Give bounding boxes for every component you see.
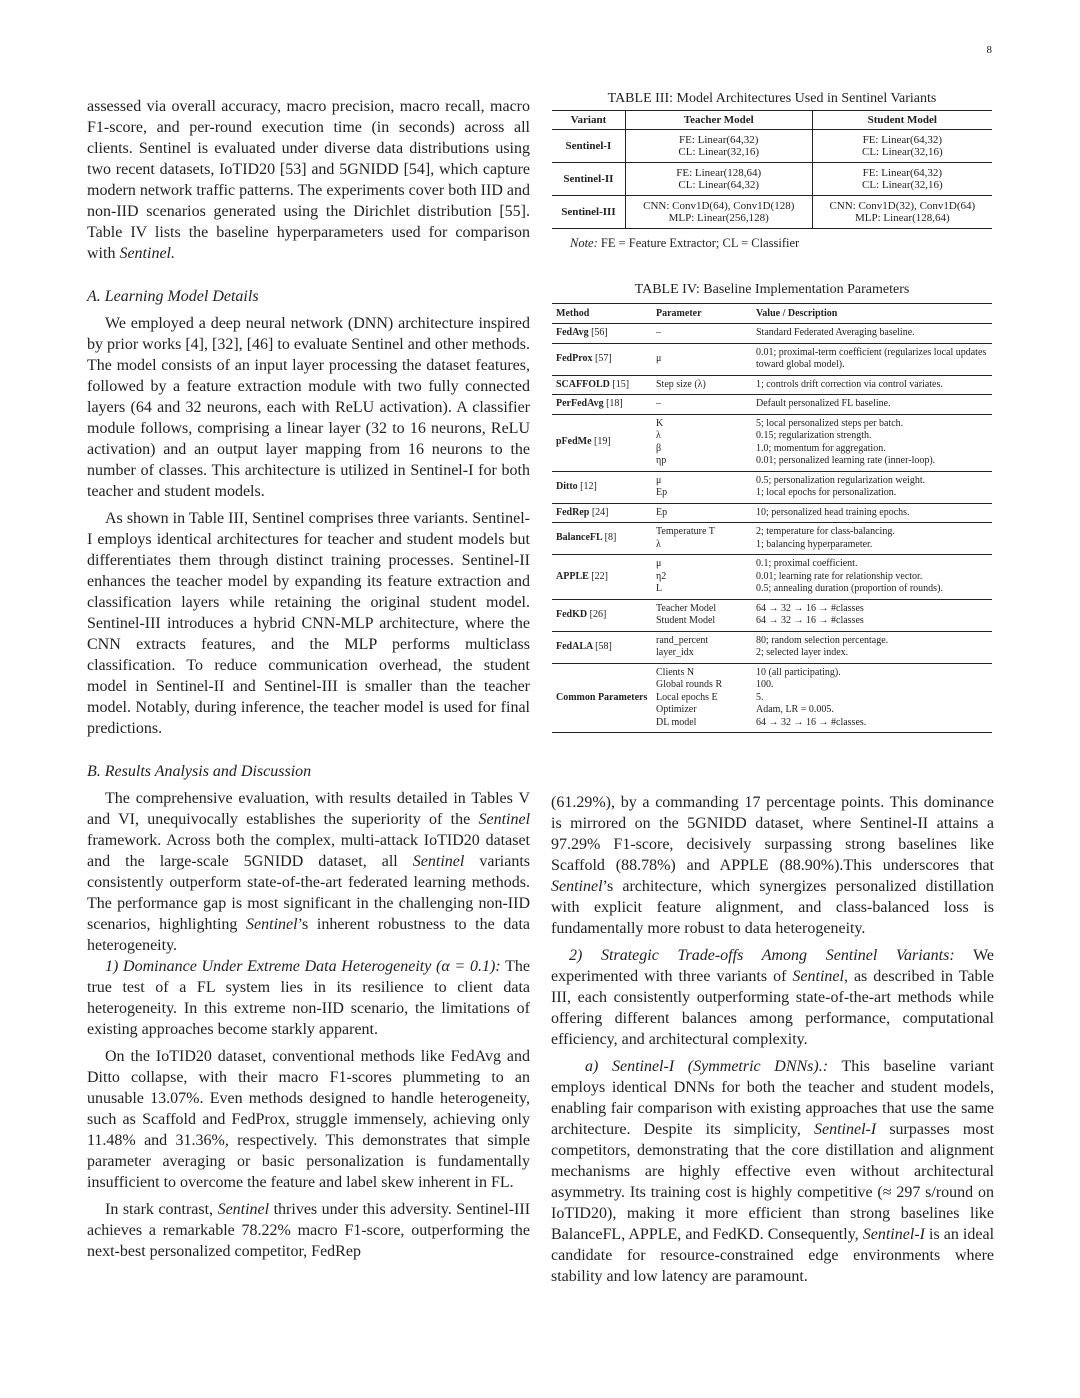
table-row <box>552 471 992 503</box>
table-row <box>552 324 992 344</box>
method-cell: Ditto [12] <box>552 471 652 503</box>
paragraph: As shown in Table III, Sentinel comprises three variants. Sentinel-I employs identical architectures for teacher and student models but differentiates them through distinct training processes. Sentinel-II enhances the teacher model by expanding its feature extraction and classification layers while retaining the original student model. Sentinel-III introduces a hybrid CNN-MLP architecture, where the CNN extracts features, and the MLP performs multiclass classification. To reduce communication overhead, the student model in Sentinel-II and Sentinel-III is smaller than the teacher model. Notably, during inference, the teacher model is used for final predictions. <box>87 510 530 737</box>
value-cell: 2; temperature for class-balancing. 1; balancing hyperparameter. <box>752 523 992 555</box>
table-row <box>552 343 992 375</box>
parameter-cell: μ η2 L <box>652 555 752 600</box>
table-row <box>552 599 992 631</box>
value-cell: 0.1; proximal coefficient. 0.01; learning rate for relationship vector. 0.5; annealing duration (proportion of rounds). <box>752 555 992 600</box>
method-cell: FedRep [24] <box>552 503 652 523</box>
parameter-cell: Teacher Model Student Model <box>652 599 752 631</box>
paragraph: In stark contrast, Sentinel thrives under this adversity. Sentinel-III achieves a remarkable 78.22% macro F1-score, outperforming the next-best personalized competitor, FedRep <box>87 1201 531 1260</box>
column-header: Parameter <box>652 304 752 324</box>
variant-cell: Sentinel-II <box>552 163 625 196</box>
left-column <box>87 96 530 1262</box>
table-row <box>552 163 992 196</box>
method-cell: pFedMe [19] <box>552 414 652 471</box>
table-row <box>552 631 992 663</box>
value-cell: 5; local personalized steps per batch. 0.15; regularization strength. 1.0; momentum for aggregation. 0.01; personalized learning rate (inner-loop). <box>752 414 992 471</box>
intro-paragraph: assessed via overall accuracy, macro precision, macro recall, macro F1-score, and per-round execution time (in seconds) across all clients. Sentinel is evaluated under diverse data distributions using two recent datasets, IoTID20 [53] and 5GNIDD [54], which capture modern network traffic patterns. The experiments cover both IID and non-IID scenarios generated using the Dirichlet distribution [55]. Table IV lists the baseline hyperparameters used for comparison with Sentinel. <box>87 98 530 262</box>
value-cell: Default personalized FL baseline. <box>752 395 992 415</box>
paragraph: 2) Strategic Trade-offs Among Sentinel Variants: We experimented with three variants of Sentinel, as described in Table III, each consistently outperforming state-of-the-art methods while offering different balances among performance, computational efficiency, and architectural complexity. <box>551 947 995 1048</box>
table-iv <box>552 281 992 733</box>
method-cell: Common Parameters <box>552 663 652 733</box>
column-header: Value / Description <box>752 304 992 324</box>
paragraph: On the IoTID20 dataset, conventional methods like FedAvg and Ditto collapse, with their macro F1-scores plummeting to an unusable 13.07%. Even methods designed to handle heterogeneity, such as Scaffold and FedProx, struggle immensely, achieving only 11.48% and 31.36%, respectively. This demonstrates that simple parameter averaging or basic personalization is fundamentally insufficient to overcome the feature and label skew inherent in FL. <box>87 1048 530 1191</box>
method-cell: PerFedAvg [18] <box>552 395 652 415</box>
method-cell: FedAvg [56] <box>552 324 652 344</box>
table-row <box>552 523 992 555</box>
table-row <box>552 375 992 395</box>
table-row <box>552 503 992 523</box>
teacher-cell: FE: Linear(64,32) CL: Linear(32,16) <box>625 130 812 163</box>
paragraph: 1) Dominance Under Extreme Data Heterogeneity (α = 0.1): The true test of a FL system lies in its resilience to client data heterogeneity. In this extreme non-IID scenario, the limitations of existing approaches become starkly apparent. <box>87 958 530 1038</box>
variant-cell: Sentinel-I <box>552 130 625 163</box>
teacher-cell: FE: Linear(128,64) CL: Linear(64,32) <box>625 163 812 196</box>
table-row <box>552 130 992 163</box>
parameter-cell: Ep <box>652 503 752 523</box>
paragraph: We employed a deep neural network (DNN) architecture inspired by prior works [4], [32], [46] to evaluate Sentinel and other methods. The model consists of an input layer processing the dataset features, followed by a feature extraction module with two fully connected layers (64 and 32 neurons, each with ReLU activation). A classifier module follows, comprising a linear layer (32 to 16 neurons, ReLU activation) and an output layer mapping from 16 neurons to the number of classes. This architecture is utilized in Sentinel-I for both teacher and student models. <box>87 315 530 500</box>
parameter-cell: K λ β ηp <box>652 414 752 471</box>
method-cell: FedProx [57] <box>552 343 652 375</box>
value-cell: 80; random selection percentage. 2; selected layer index. <box>752 631 992 663</box>
parameter-cell: Clients N Global rounds R Local epochs E Optimizer DL model <box>652 663 752 733</box>
column-header: Method <box>552 304 652 324</box>
section-b-heading: B. Results Analysis and Discussion <box>87 763 312 780</box>
method-cell: BalanceFL [8] <box>552 523 652 555</box>
value-cell: 1; controls drift correction via control variates. <box>752 375 992 395</box>
table-row <box>552 414 992 471</box>
value-cell: Standard Federated Averaging baseline. <box>752 324 992 344</box>
parameter-cell: – <box>652 324 752 344</box>
parameter-cell: – <box>652 395 752 415</box>
parameter-cell: rand_percent layer_idx <box>652 631 752 663</box>
table-caption: TABLE IV: Baseline Implementation Parameters <box>634 282 910 297</box>
parameter-cell: μ Ep <box>652 471 752 503</box>
column-header: Variant <box>552 111 625 130</box>
value-cell: 64 → 32 → 16 → #classes 64 → 32 → 16 → #classes <box>752 599 992 631</box>
table-note: Note: FE = Feature Extractor; CL = Classifier <box>570 236 800 250</box>
variant-cell: Sentinel-III <box>552 196 625 229</box>
table-row <box>552 196 992 229</box>
table-row <box>552 663 992 733</box>
value-cell: 0.5; personalization regularization weight. 1; local epochs for personalization. <box>752 471 992 503</box>
value-cell: 10; personalized head training epochs. <box>752 503 992 523</box>
right-column <box>551 792 994 1287</box>
column-header: Student Model <box>812 111 992 130</box>
method-cell: FedKD [26] <box>552 599 652 631</box>
table-row <box>552 395 992 415</box>
architecture-table <box>552 110 992 229</box>
method-cell: FedALA [58] <box>552 631 652 663</box>
column-header: Teacher Model <box>625 111 812 130</box>
student-cell: FE: Linear(64,32) CL: Linear(32,16) <box>812 130 992 163</box>
paragraph: (61.29%), by a commanding 17 percentage points. This dominance is mirrored on the 5GNIDD dataset, where Sentinel-II attains a 97.29% F1-score, decisively surpassing strong baselines like Scaffold (88.78%) and APPLE (88.90%).This underscores that Sentinel’s architecture, which synergizes personalized distillation with explicit feature alignment, and class-balanced loss is fundamentally more robust to data heterogeneity. <box>551 794 994 937</box>
method-cell: SCAFFOLD [15] <box>552 375 652 395</box>
table-row <box>552 555 992 600</box>
baseline-parameters-table <box>552 303 992 733</box>
paragraph: a) Sentinel-I (Symmetric DNNs).: This baseline variant employs identical DNNs for both the teacher and student models, enabling fair comparison with existing approaches that use the same architecture. Despite its simplicity, Sentinel-I surpasses most competitors, demonstrating that the core distillation and alignment mechanisms are highly effective even without architectural asymmetry. Its training cost is highly competitive (≈ 297 s/round on IoTID20), making it more efficient than strong baselines like BalanceFL, APPLE, and FedKD. Consequently, Sentinel-I is an ideal candidate for resource-constrained edge environments where stability and low latency are paramount. <box>551 1058 995 1285</box>
parameter-cell: Temperature T λ <box>652 523 752 555</box>
student-cell: CNN: Conv1D(32), Conv1D(64) MLP: Linear(128,64) <box>812 196 992 229</box>
page-number: 8 <box>986 44 992 56</box>
table-iii <box>552 90 992 251</box>
paragraph: The comprehensive evaluation, with results detailed in Tables V and VI, unequivocally establishes the superiority of the Sentinel framework. Across both the complex, multi-attack IoTID20 dataset and the large-scale 5GNIDD dataset, all Sentinel variants consistently outperform state-of-the-art federated learning methods. The performance gap is most significant in the challenging non-IID scenarios, highlighting Sentinel’s inherent robustness to the data heterogeneity. <box>87 790 531 954</box>
student-cell: FE: Linear(64,32) CL: Linear(32,16) <box>812 163 992 196</box>
value-cell: 10 (all participating). 100. 5. Adam, LR = 0.005. 64 → 32 → 16 → #classes. <box>752 663 992 733</box>
parameter-cell: μ <box>652 343 752 375</box>
parameter-cell: Step size (λ) <box>652 375 752 395</box>
section-a-heading: A. Learning Model Details <box>87 288 259 305</box>
table-caption: TABLE III: Model Architectures Used in Sentinel Variants <box>607 91 937 106</box>
method-cell: APPLE [22] <box>552 555 652 600</box>
teacher-cell: CNN: Conv1D(64), Conv1D(128) MLP: Linear(256,128) <box>625 196 812 229</box>
value-cell: 0.01; proximal-term coefficient (regularizes local updates toward global model). <box>752 343 992 375</box>
